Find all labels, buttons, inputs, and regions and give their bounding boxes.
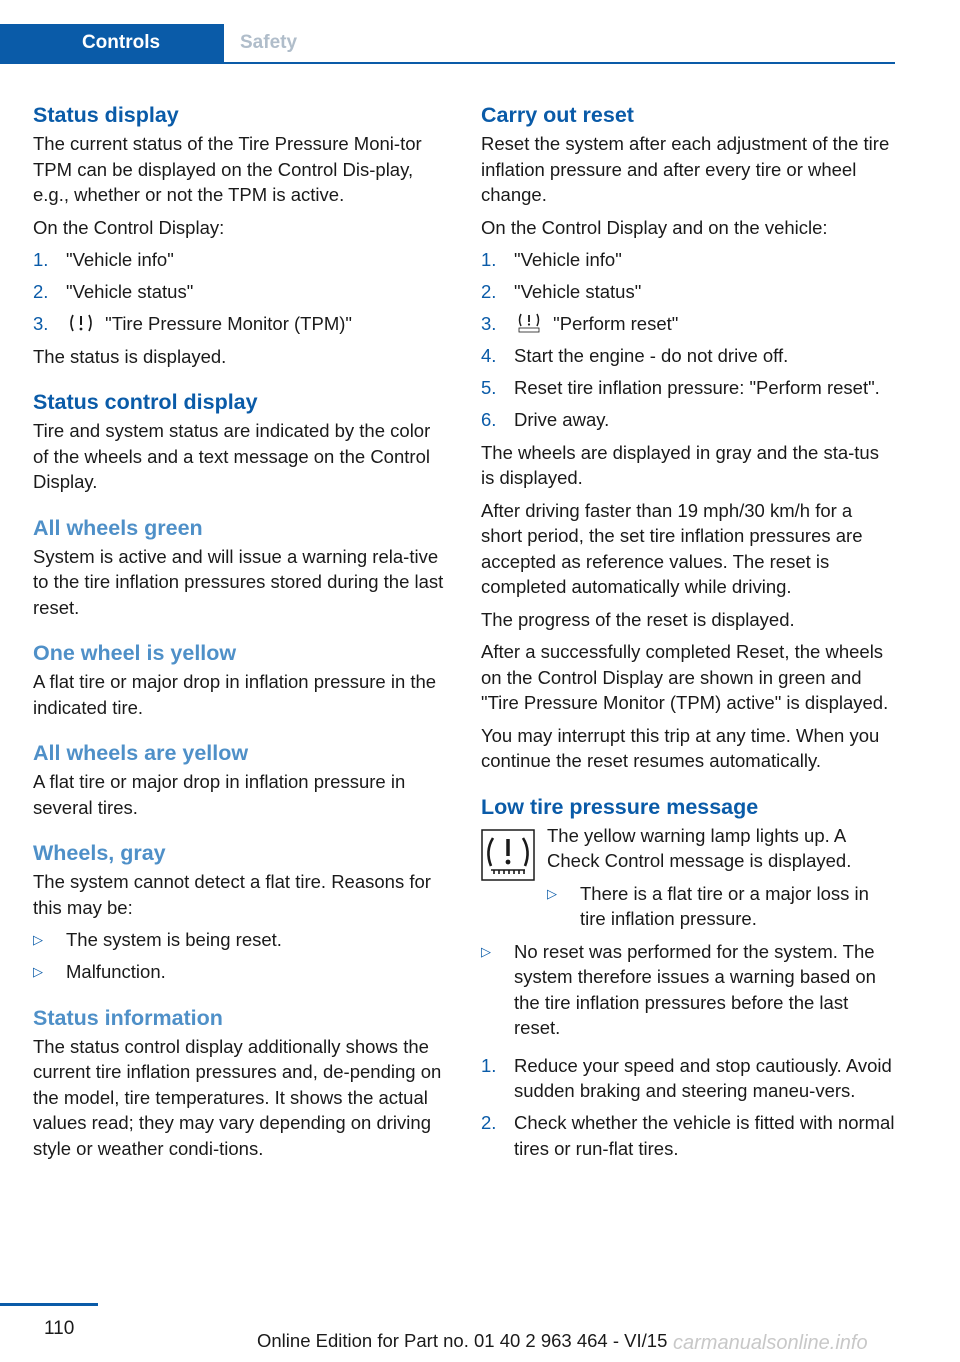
warning-lamp-text: The yellow warning lamp lights up. A Check Control message is displayed.	[547, 824, 852, 871]
footer-rule	[0, 1303, 98, 1306]
list-item	[481, 279, 895, 305]
step-number: 1.	[481, 249, 497, 270]
step-text: Reduce your speed and stop cautiously. Avoid sudden braking and steering maneu-vers.	[514, 1054, 892, 1101]
list-item	[33, 279, 447, 305]
wheels-gray-heading: Wheels, gray	[33, 841, 166, 865]
list-item	[481, 247, 895, 273]
list-item	[481, 407, 895, 433]
all-wheels-green-section	[33, 513, 447, 621]
reset-paragraph: After a successfully completed Reset, the wheels on the Control Display are shown in green and "Tire Pressure Monitor (TPM) active" is displayed.	[481, 641, 889, 713]
list-item	[481, 375, 895, 401]
status-control-section	[33, 387, 447, 495]
list-item	[33, 311, 447, 337]
tab-safety[interactable]: Safety	[240, 32, 298, 53]
list-item	[33, 927, 447, 953]
list-item	[481, 343, 895, 369]
warning-block	[481, 823, 895, 932]
triangle-bullet-icon: ▷	[481, 943, 491, 959]
step-text: "Vehicle status"	[66, 281, 194, 302]
reset-paragraph: The progress of the reset is displayed.	[481, 608, 795, 630]
low-pressure-section	[481, 792, 895, 1162]
status-display-steps	[33, 247, 447, 337]
step-text: Drive away.	[514, 409, 610, 430]
status-display-heading: Status display	[33, 103, 179, 127]
status-control-heading: Status control display	[33, 390, 258, 414]
status-display-body: The current status of the Tire Pressure Moni-tor TPM can be displayed on the Control Dis-play, e.g., whether or not the TPM is active.	[33, 133, 422, 205]
step-number: 2.	[33, 281, 49, 302]
list-item	[481, 939, 895, 1041]
tire-pressure-icon	[68, 313, 94, 333]
low-pressure-steps	[481, 1053, 895, 1162]
page-number: 110	[44, 1318, 75, 1339]
all-wheels-green-body: System is active and will issue a warning rela-tive to the tire inflation pressures stored during the last reset.	[33, 545, 444, 618]
reason-text: Malfunction.	[66, 961, 166, 982]
tab-controls[interactable]: Controls	[0, 24, 224, 62]
reset-paragraph: The wheels are displayed in gray and the sta-tus is displayed.	[481, 441, 879, 488]
reset-steps	[481, 247, 895, 433]
triangle-bullet-icon: ▷	[547, 885, 557, 901]
reset-paragraph: After driving faster than 19 mph/30 km/h for a short period, the set tire inflation pressures are accepted as reference values. The reset is completed automatically while driving.	[481, 499, 863, 597]
list-item	[481, 1053, 895, 1104]
status-control-body: Tire and system status are indicated by the color of the wheels and a text message on the Control Display.	[33, 420, 431, 492]
step-text: "Perform reset"	[553, 313, 679, 334]
wheels-gray-body: The system cannot detect a flat tire. Reasons for this may be:	[33, 871, 431, 918]
left-column	[33, 100, 447, 1179]
right-column	[481, 100, 895, 1179]
triangle-bullet-icon: ▷	[33, 964, 43, 979]
tire-pressure-warning-icon	[481, 829, 535, 881]
step-text: "Tire Pressure Monitor (TPM)"	[105, 313, 352, 334]
step-number: 1.	[481, 1054, 497, 1076]
reset-intro: Reset the system after each adjustment of the tire inflation pressure and after every tire or wheel change.	[481, 133, 890, 205]
status-information-body: The status control display additionally shows the current tire inflation pressures and, de-pending on the model, tire temperatures. It shows the actual values read; they may vary depending on driving style or weather condi-tions.	[33, 1035, 442, 1159]
step-text: "Vehicle status"	[514, 281, 642, 302]
step-number: 3.	[481, 313, 497, 334]
status-displayed-note: The status is displayed.	[33, 345, 227, 367]
one-wheel-yellow-body: A flat tire or major drop in inflation pressure in the indicated tire.	[33, 671, 437, 718]
low-pressure-reasons	[481, 939, 895, 1041]
reason-text: The system is being reset.	[66, 929, 282, 950]
warning-sub-list	[547, 881, 895, 932]
wheels-gray-section	[33, 838, 447, 985]
step-number: 2.	[481, 281, 497, 302]
step-number: 1.	[33, 249, 49, 270]
status-information-section	[33, 1003, 447, 1162]
wheels-gray-reasons	[33, 927, 447, 985]
all-wheels-yellow-heading: All wheels are yellow	[33, 741, 249, 765]
step-text: "Vehicle info"	[514, 249, 622, 270]
header-tab-bar	[0, 24, 895, 64]
triangle-bullet-icon: ▷	[33, 932, 43, 947]
edition-text: Online Edition for Part no. 01 40 2 963 464 - VI/15	[257, 1330, 668, 1351]
status-information-heading: Status information	[33, 1005, 223, 1030]
one-wheel-yellow-heading: One wheel is yellow	[33, 641, 237, 665]
step-text: Reset tire inflation pressure: "Perform reset".	[514, 377, 880, 398]
carry-out-reset-heading: Carry out reset	[481, 103, 634, 127]
step-number: 4.	[481, 345, 497, 366]
step-number: 3.	[33, 313, 49, 334]
all-wheels-green-heading: All wheels green	[33, 515, 203, 540]
list-item	[33, 959, 447, 985]
reset-instruction: On the Control Display and on the vehicle:	[481, 216, 828, 238]
reset-paragraph: You may interrupt this trip at any time. When you continue the reset resumes automatically.	[481, 724, 880, 771]
status-display-instruction: On the Control Display:	[33, 216, 225, 238]
list-item	[33, 247, 447, 273]
watermark-text: carmanualsonline.info	[673, 1332, 868, 1354]
no-reset-text: No reset was performed for the system. The system therefore issues a warning based on the tire inflation pressures before the last reset.	[514, 940, 876, 1038]
one-wheel-yellow-section	[33, 638, 447, 720]
flat-tire-text: There is a flat tire or a major loss in tire inflation pressure.	[580, 882, 869, 929]
step-text: "Vehicle info"	[66, 249, 174, 270]
carry-out-reset-section	[481, 100, 895, 774]
step-text: Check whether the vehicle is fitted with normal tires or run-flat tires.	[514, 1112, 895, 1159]
all-wheels-yellow-section	[33, 738, 447, 820]
low-pressure-heading: Low tire pressure message	[481, 794, 759, 819]
step-number: 2.	[481, 1112, 497, 1133]
step-number: 6.	[481, 409, 497, 430]
list-item	[481, 311, 895, 337]
status-display-section	[33, 100, 447, 369]
step-text: Start the engine - do not drive off.	[514, 345, 789, 366]
all-wheels-yellow-body: A flat tire or major drop in inflation pressure in several tires.	[33, 771, 406, 818]
step-number: 5.	[481, 377, 497, 398]
tpm-reset-icon	[516, 313, 542, 333]
list-item	[481, 1110, 895, 1161]
list-item	[547, 881, 895, 932]
